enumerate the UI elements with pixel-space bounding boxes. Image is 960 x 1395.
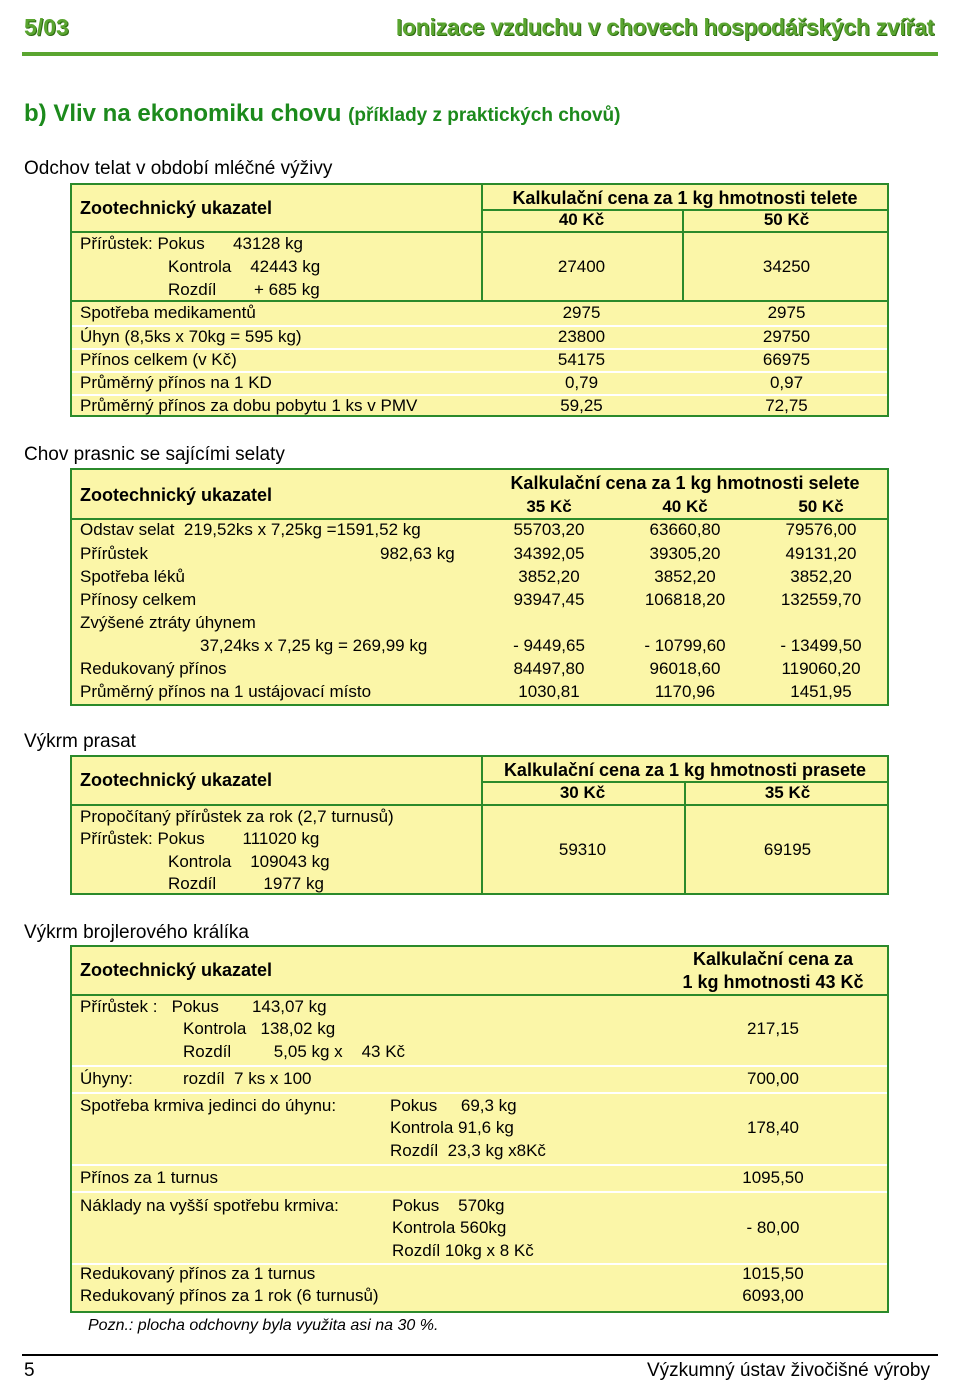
t4-feed-label: Spotřeba krmiva jedinci do úhynu: (80, 1096, 337, 1115)
t2-losses-detail: 37,24ks x 7,25 kg = 269,99 kg (200, 636, 428, 655)
t2-row-label: Průměrný přínos na 1 ustájovací místo (80, 682, 372, 701)
t2-row-label: Redukovaný přínos (80, 659, 227, 678)
t1-gain-value-2: 34250 (762, 257, 811, 276)
t2-row-value: 3852,20 (790, 567, 852, 586)
t3-line: Přírůstek: Pokus 111020 kg (80, 829, 320, 848)
t1-gain-value-1: 27400 (557, 257, 606, 276)
t2-row-value: 39305,20 (649, 544, 721, 563)
t4-gain-value: 217,15 (747, 1019, 799, 1038)
t4-note: Pozn.: plocha odchovny byla využita asi na 30 %. (88, 1317, 439, 1334)
t2-losses-label: Zvýšené ztráty úhynem (80, 613, 256, 632)
t4-reduced-1-value: 1015,50 (742, 1264, 804, 1283)
t2-row-label: Spotřeba léků (80, 567, 185, 586)
t1-gain-control: Kontrola 42443 kg (168, 257, 321, 276)
t2-heading: Chov prasnic se sajícími selaty (24, 444, 285, 465)
t1-row-value: 0,97 (769, 373, 804, 392)
institute-name: Výzkumný ústav živočišné výroby (647, 1360, 930, 1381)
t2-row-value: 1030,81 (518, 682, 580, 701)
t4-deaths-detail: rozdíl 7 ks x 100 (183, 1069, 312, 1088)
t1-row-value: 29750 (762, 327, 811, 346)
t1-row-value: 66975 (762, 350, 811, 369)
t4-col-label: Zootechnický ukazatel (80, 960, 273, 980)
t1-gain-label: Přírůstek: Pokus 43128 kg (80, 234, 304, 253)
t2-row-label: Přínosy celkem (80, 590, 197, 609)
t3-value-2: 69195 (763, 840, 812, 859)
t2-row-value: 3852,20 (518, 567, 580, 586)
t2-row-value: 3852,20 (654, 567, 716, 586)
t4-row-separator (72, 1164, 887, 1166)
t4-feed-value: 178,40 (747, 1118, 799, 1137)
t4-feed-3: Rozdíl 23,3 kg x8Kč (390, 1141, 546, 1160)
t1-row-label: Průměrný přínos na 1 KD (80, 373, 272, 392)
t4-deaths-label: Úhyny: (80, 1069, 133, 1088)
t4-deaths-value: 700,00 (747, 1069, 799, 1088)
t2-row-value: 49131,20 (785, 544, 857, 563)
t3-heading: Výkrm prasat (24, 731, 136, 752)
t2-losses-value: - 10799,60 (644, 636, 726, 655)
t4-income-value: 1095,50 (742, 1168, 804, 1187)
t3-price-1: 30 Kč (559, 783, 606, 802)
t3-value-1: 59310 (558, 840, 607, 859)
t3-line: Kontrola 109043 kg (168, 852, 330, 871)
t2-row-value: 34392,05 (513, 544, 585, 563)
t4-reduced-2-label: Redukovaný přínos za 1 rok (6 turnusů) (80, 1286, 379, 1305)
t1-heading: Odchov telat v období mléčné výživy (24, 158, 333, 179)
t2-row-value: 132559,70 (780, 590, 862, 609)
t3-col-label: Zootechnický ukazatel (80, 770, 273, 790)
page-code: 5/03 (24, 14, 69, 40)
t4-feed-1: Pokus 69,3 kg (390, 1096, 517, 1115)
t2-row-value: 119060,20 (781, 659, 861, 678)
t2-row-value: 93947,45 (513, 590, 585, 609)
t1-row-label: Úhyn (8,5ks x 70kg = 595 kg) (80, 327, 302, 346)
t2-row-value: 96018,60 (649, 659, 721, 678)
t1-row-label: Průměrný přínos za dobu pobytu 1 ks v PMV (80, 396, 418, 415)
t2-price-3: 50 Kč (798, 497, 844, 516)
t4-row-separator (72, 1191, 887, 1193)
t2-row-value: 84497,80 (513, 659, 585, 678)
t1-col-label: Zootechnický ukazatel (80, 198, 273, 218)
t1-table (70, 183, 889, 417)
section-subtitle: (příklady z praktických chovů) (348, 105, 621, 126)
t2-row-value: 79576,00 (785, 520, 857, 539)
t4-cost-2: Kontrola 560kg (392, 1218, 507, 1237)
t2-col-label: Zootechnický ukazatel (80, 485, 273, 505)
t3-col-divider (481, 757, 483, 895)
t2-row-value: 106818,20 (644, 590, 726, 609)
t1-row-value: 0,79 (564, 373, 599, 392)
t4-table (70, 945, 889, 1313)
t4-gain-2: Kontrola 138,02 kg (183, 1019, 336, 1038)
t4-cost-3: Rozdíl 10kg x 8 Kč (392, 1241, 534, 1260)
t1-row-value: 2975 (562, 303, 601, 322)
t2-price-2: 40 Kč (662, 497, 708, 516)
t1-row-value: 59,25 (560, 396, 603, 415)
t4-feed-2: Kontrola 91,6 kg (390, 1118, 514, 1137)
t1-row-label: Přínos celkem (v Kč) (80, 350, 237, 369)
t1-price-header: Kalkulační cena za 1 kg hmotnosti telete (512, 188, 858, 208)
t1-col-divider (481, 185, 483, 300)
t1-row-value: 23800 (557, 327, 606, 346)
document-title: Ionizace vzduchu v chovech hospodářských zvířat (395, 14, 934, 40)
section-title (24, 100, 620, 128)
t1-price-2: 50 Kč (763, 210, 810, 229)
t2-losses-value: - 9449,65 (513, 636, 585, 655)
t4-gain-1: Přírůstek : Pokus 143,07 kg (80, 997, 327, 1016)
t2-row-label: Odstav selat 219,52ks x 7,25kg =1591,52 kg (80, 520, 421, 539)
t2-row-value: 1451,95 (790, 682, 852, 701)
t4-row-separator (72, 1065, 887, 1067)
t4-reduced-2-value: 6093,00 (742, 1286, 804, 1305)
t3-price-2: 35 Kč (764, 783, 811, 802)
t1-row-label: Spotřeba medikamentů (80, 303, 256, 322)
t1-row-value: 72,75 (765, 396, 808, 415)
t4-gain-3: Rozdíl 5,05 kg x 43 Kč (183, 1042, 406, 1061)
t4-price-header-2: 1 kg hmotnosti 43 Kč (682, 972, 864, 992)
t4-income-label: Přínos za 1 turnus (80, 1168, 218, 1187)
t2-row-value: 55703,20 (513, 520, 585, 539)
footer-divider (22, 1354, 938, 1356)
page-number: 5 (24, 1360, 35, 1381)
t2-row-value: 63660,80 (649, 520, 721, 539)
t2-losses-value: - 13499,50 (780, 636, 862, 655)
t4-price-header-1: Kalkulační cena za (692, 949, 854, 969)
t2-row-label: Přírůstek (80, 544, 149, 563)
t1-row-value: 54175 (557, 350, 606, 369)
t4-cost-1: Pokus 570kg (392, 1196, 505, 1215)
t2-row-value: 1170,96 (654, 682, 716, 701)
t2-price-header: Kalkulační cena za 1 kg hmotnosti selete (510, 473, 860, 493)
t4-reduced-1-label: Redukovaný přínos za 1 turnus (80, 1264, 316, 1283)
t4-cost-label: Náklady na vyšší spotřebu krmiva: (80, 1196, 339, 1215)
section-title-main: b) Vliv na ekonomiku chovu (24, 100, 342, 127)
t1-row-value: 2975 (767, 303, 806, 322)
t3-table (70, 755, 889, 895)
header-divider (22, 52, 938, 56)
t3-line: Propočítaný přírůstek za rok (2,7 turnusů) (80, 807, 394, 826)
t4-heading: Výkrm brojlerového králíka (24, 922, 249, 943)
t4-row-separator (72, 1092, 887, 1094)
t2-price-1: 35 Kč (526, 497, 572, 516)
t3-price-header: Kalkulační cena za 1 kg hmotnosti prasete (503, 760, 867, 780)
t2-row-extra: 982,63 kg (380, 544, 455, 563)
t1-price-1: 40 Kč (558, 210, 605, 229)
t4-cost-value: - 80,00 (746, 1218, 800, 1237)
t2-table (70, 468, 889, 706)
t3-line: Rozdíl 1977 kg (168, 874, 324, 893)
t1-gain-diff: Rozdíl + 685 kg (168, 280, 320, 299)
